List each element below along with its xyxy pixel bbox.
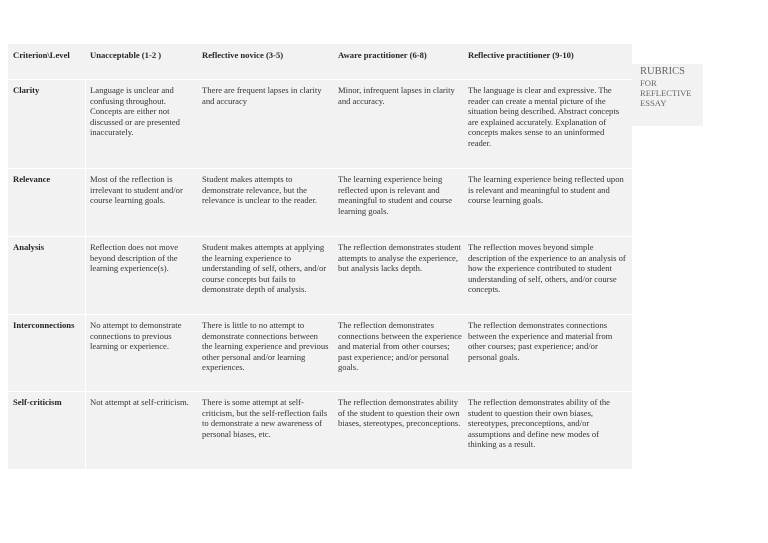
criterion-relevance: Relevance <box>13 174 51 184</box>
cell-interconnections-aware: The reflection demonstrates connections between the experience and material from other courses; past experience; and/or personal goals. <box>338 320 462 373</box>
cell-relevance-unacceptable: Most of the reflection is irrelevant to student and/or course learning goals. <box>90 174 183 206</box>
row-divider <box>8 168 632 169</box>
cell-analysis-novice: Student makes attempts at applying the learning experience to understanding of self, others, and/or course concepts but fails to demonstrate depth of analysis. <box>202 242 327 295</box>
side-title-reflective: REFLECTIVE <box>640 88 692 98</box>
header-aware-practitioner: Aware practitioner (6-8) <box>338 50 427 60</box>
criterion-clarity: Clarity <box>13 85 40 95</box>
cell-relevance-novice: Student makes attempts to demonstrate relevance, but the relevance is unclear to the reader. <box>202 174 317 206</box>
column-divider <box>85 79 86 469</box>
cell-self-criticism-practitioner: The reflection demonstrates ability of the student to question their own biases, stereotypes, preconceptions, and/or assumptions and define new modes of thinking as a result. <box>468 397 610 450</box>
row-divider <box>8 391 632 392</box>
row-divider <box>8 79 632 80</box>
side-title-essay: ESSAY <box>640 98 667 108</box>
criterion-self-criticism: Self-criticism <box>13 397 62 407</box>
side-title-rubrics: RUBRICS <box>640 66 685 77</box>
cell-analysis-aware: The reflection demonstrates student attempts to analyse the experience, but analysis lacks depth. <box>338 242 461 274</box>
header-criterion: Criterion\Level <box>13 50 70 60</box>
cell-self-criticism-aware: The reflection demonstrates ability of the student to question their own biases, stereotypes, preconceptions. <box>338 397 461 429</box>
cell-clarity-novice: There are frequent lapses in clarity and accuracy <box>202 85 322 106</box>
header-reflective-novice: Reflective novice (3-5) <box>202 50 284 60</box>
cell-interconnections-practitioner: The reflection demonstrates connections between the experience and material from other courses; past experience; and/or personal goals. <box>468 320 613 362</box>
cell-clarity-unacceptable: Language is unclear and confusing throughout. Concepts are either not discussed or are presented inaccurately. <box>90 85 180 138</box>
cell-interconnections-novice: There is little to no attempt to demonstrate connections between the learning experience and previous other personal and/or learning experiences. <box>202 320 329 373</box>
cell-clarity-practitioner: The language is clear and expressive. The reader can create a mental picture of the situation being described. Abstract concepts are explained accurately. Explanation of concepts makes sense to an uninformed reader. <box>468 85 620 148</box>
cell-self-criticism-novice: There is some attempt at self-criticism, but the self-reflection fails to demonstrate a new awareness of personal biases, etc. <box>202 397 328 439</box>
header-unacceptable: Unacceptable (1-2 ) <box>90 50 162 60</box>
row-divider <box>8 236 632 237</box>
cell-clarity-aware: Minor, infrequent lapses in clarity and accuracy. <box>338 85 455 106</box>
cell-relevance-aware: The learning experience being reflected upon is relevant and meaningful to student and course learning goals. <box>338 174 453 216</box>
header-reflective-practitioner: Reflective practitioner (9-10) <box>468 50 574 60</box>
cell-analysis-unacceptable: Reflection does not move beyond description of the learning experience(s). <box>90 242 179 274</box>
rubric-table <box>8 44 632 469</box>
criterion-analysis: Analysis <box>13 242 45 252</box>
cell-interconnections-unacceptable: No attempt to demonstrate connections to previous learning or experience. <box>90 320 182 352</box>
cell-analysis-practitioner: The reflection moves beyond simple description of the experience to an analysis of how the experience contributed to student understanding of self, others, and/or course concepts. <box>468 242 626 295</box>
row-divider <box>8 314 632 315</box>
side-title-for: FOR <box>640 78 657 88</box>
cell-self-criticism-unacceptable: Not attempt at self-criticism. <box>90 397 189 407</box>
criterion-interconnections: Interconnections <box>13 320 75 330</box>
side-title-box <box>632 64 703 126</box>
cell-relevance-practitioner: The learning experience being reflected upon is relevant and meaningful to student and course learning goals. <box>468 174 624 206</box>
